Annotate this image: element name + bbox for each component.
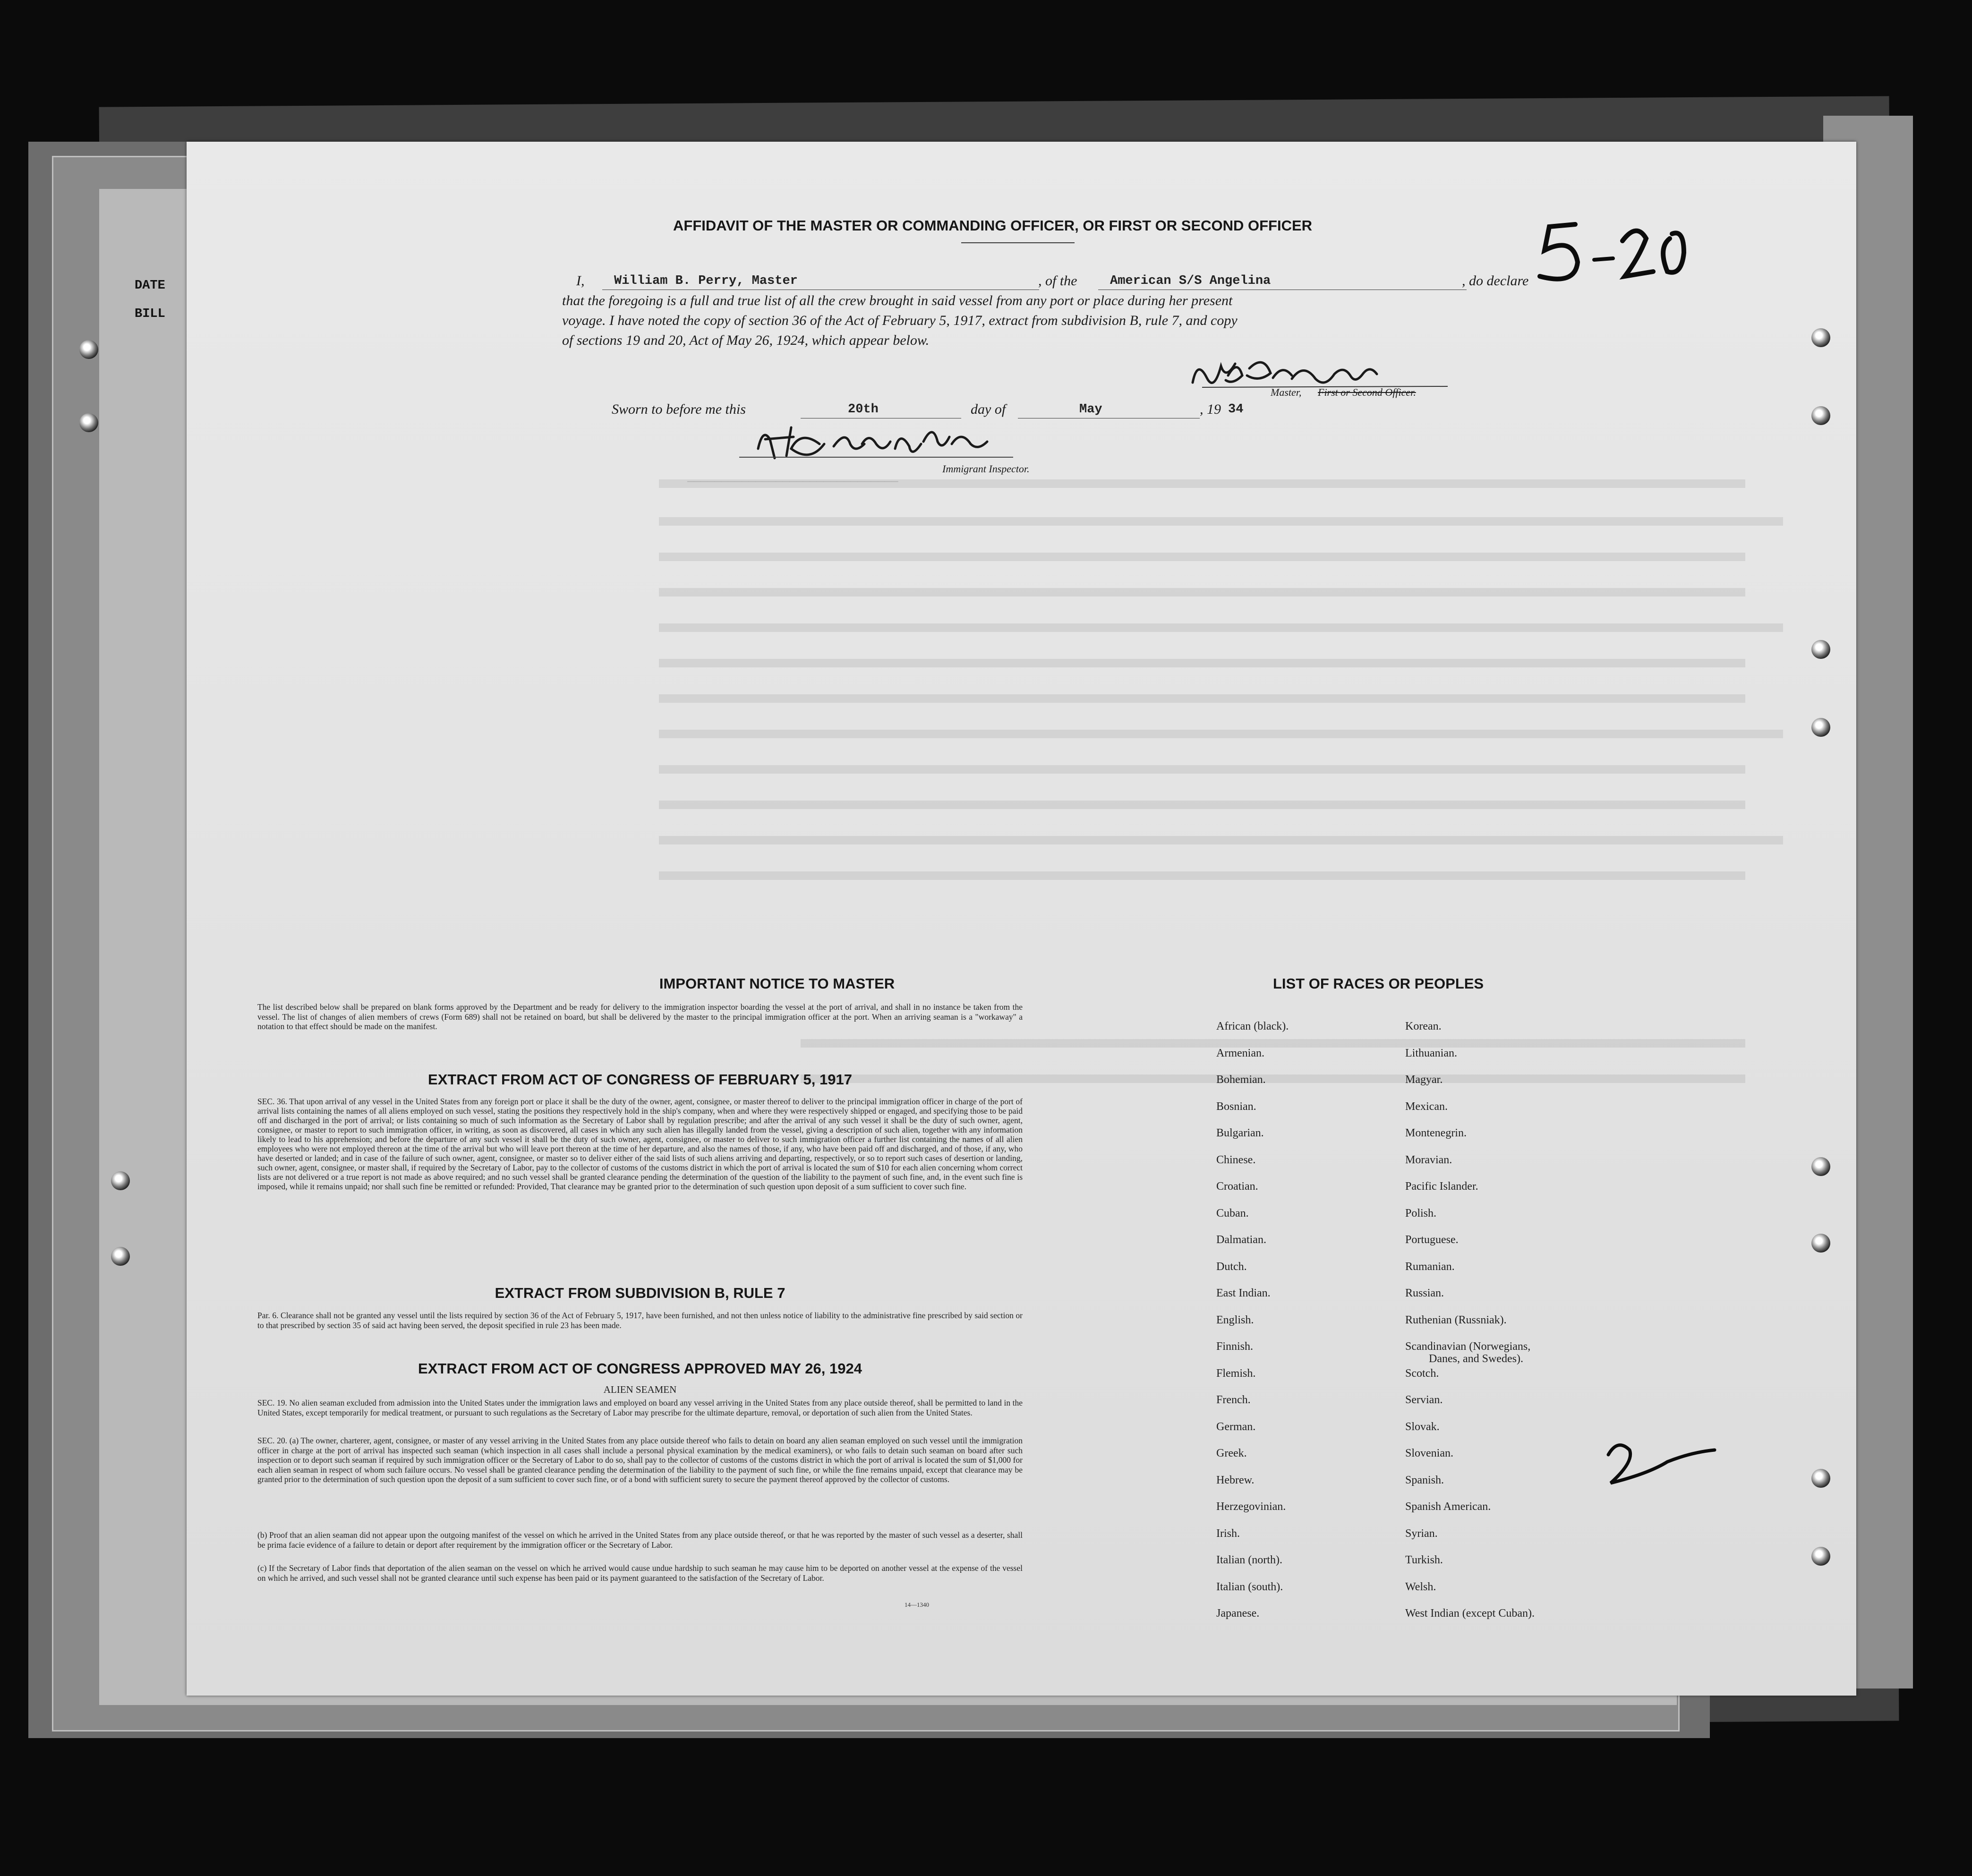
sworn-day: 20th: [848, 402, 879, 417]
alien-seamen-subtitle: ALIEN SEAMEN: [603, 1384, 677, 1395]
master-caption: Master,: [1271, 386, 1302, 398]
race-item-right: Servian.: [1405, 1394, 1443, 1406]
sworn-month: May: [1079, 402, 1102, 417]
race-item-left: Italian (north).: [1216, 1554, 1282, 1566]
handwritten-number-bottom: [1599, 1436, 1731, 1492]
race-item-left: Herzegovinian.: [1216, 1501, 1286, 1513]
race-item-left: Italian (south).: [1216, 1580, 1283, 1593]
punch-hole: [1811, 718, 1830, 737]
races-title: LIST OF RACES OR PEOPLES: [1273, 975, 1484, 992]
sec20b-text: (b) Proof that an alien seaman did not appear upon the outgoing manifest of the vessel on which he arrived in the United States from any place outside thereof, or that he was reported by the master of such vessel as a deserter, shall be prima facie evidence of a failure to detain or deport after requirement by the immigration officer or the Secretary of Labor.: [257, 1530, 1023, 1550]
race-item-right: Spanish.: [1405, 1474, 1444, 1486]
side-label-bill: BILL: [135, 307, 165, 321]
race-item-left: German.: [1216, 1420, 1256, 1433]
race-item-right: Polish.: [1405, 1207, 1437, 1219]
affidavit-title: AFFIDAVIT OF THE MASTER OR COMMANDING OFFICER, OR FIRST OR SECOND OFFICER: [673, 217, 1313, 234]
bleed-line: [659, 694, 1745, 703]
document-sheet: [187, 142, 1856, 1696]
bleed-line: [659, 871, 1745, 880]
sec19-text: SEC. 19. No alien seaman excluded from admission into the United States under the immigration laws and employed on board any vessel arriving in the United States from any place outside thereof, shall be permitted to land in the United States, except temporarily for medical treatment, or pursuant to such regulations as the Secretary of Labor may prescribe for the ultimate departure, removal, or deportation of such alien from the United States.: [257, 1398, 1023, 1417]
race-item-right: Slovak.: [1405, 1420, 1440, 1433]
race-item-left: Cuban.: [1216, 1207, 1249, 1219]
punch-hole: [111, 1171, 130, 1190]
bleed-line: [659, 730, 1783, 738]
handwritten-number-top: [1528, 215, 1717, 290]
race-item-left: French.: [1216, 1394, 1251, 1406]
race-item-right: Russian.: [1405, 1287, 1444, 1299]
race-item-right: Slovenian.: [1405, 1447, 1453, 1459]
bleed-line: [801, 1039, 1745, 1048]
sworn-prefix: Sworn to before me this: [612, 401, 746, 417]
race-item-right: Mexican.: [1405, 1100, 1448, 1113]
bleed-line: [659, 588, 1745, 597]
race-item-left: Armenian.: [1216, 1047, 1264, 1059]
race-item-left: Croatian.: [1216, 1180, 1258, 1193]
race-item-left: African (black).: [1216, 1020, 1289, 1032]
sec20a-text: SEC. 20. (a) The owner, charterer, agent, consignee, or master of any vessel arriving in the United States from any place outside thereof who fails to detain on board any alien seaman employed on such vessel until the immigration officer in charge at the port of arrival has inspected such seaman (which inspection in all cases shall include a personal physical examination by the medical examiners), or who fails to detain such seaman on board after such inspection or to deport such seaman if required by such immigration officer or the Secretary of Labor to do so, shall pay to the collector of customs of the customs district in which the port of arrival is located the sum of $1,000 for each alien seaman in respect of whom such failure occurs. No vessel shall be granted clearance pending the determination of the liability to the payment of such fine, or while the fine remains unpaid, except that clearance may be granted prior to the determination of such question upon the deposit of a sum sufficient to cover such fine, or of a bond with sufficient surety to secure the payment thereof approved by the collector of customs.: [257, 1436, 1023, 1484]
sworn-year: 34: [1228, 402, 1244, 417]
race-item-left: Finnish.: [1216, 1340, 1254, 1353]
race-item-right: Welsh.: [1405, 1580, 1436, 1593]
bleed-line: [659, 553, 1745, 561]
punch-hole: [1811, 640, 1830, 659]
notice-text: The list described below shall be prepared on blank forms approved by the Department and be ready for delivery to the immigration inspector boarding the vessel at the port of arrival, and shall in no instance be taken from the vessel. The list of changes of alien members of crews (Form 689) shall not be retained on board, but shall be delivered by the master to the principal immigration officer at the port. When an arriving seaman is a "workaway" a notation to that effect should be made on the manifest.: [257, 1002, 1023, 1031]
bleed-line: [659, 836, 1783, 844]
inspector-caption: Immigrant Inspector.: [942, 463, 1030, 475]
bleed-line: [659, 623, 1783, 632]
race-item-right: Montenegrin.: [1405, 1127, 1467, 1139]
race-item-right: West Indian (except Cuban).: [1405, 1607, 1535, 1620]
race-item-right: Turkish.: [1405, 1554, 1443, 1566]
race-item-left: Hebrew.: [1216, 1474, 1255, 1486]
race-item-left: Irish.: [1216, 1527, 1240, 1540]
sworn-year-prefix: , 19: [1200, 401, 1221, 417]
race-item-left: Flemish.: [1216, 1367, 1256, 1380]
bleed-through: ───────────────────────────────: [687, 476, 898, 489]
affidavit-line-4: of sections 19 and 20, Act of May 26, 1924, which appear below.: [562, 333, 930, 348]
race-item-left: Greek.: [1216, 1447, 1247, 1459]
side-label-date: DATE: [135, 279, 165, 293]
race-item-right: Portuguese.: [1405, 1234, 1459, 1246]
bleed-line: [659, 801, 1745, 809]
rule7-title: EXTRACT FROM SUBDIVISION B, RULE 7: [495, 1285, 785, 1301]
punch-hole: [79, 413, 98, 432]
affidavit-declare: , do declare: [1462, 273, 1529, 289]
punch-hole: [111, 1247, 130, 1266]
extract-1917-text: SEC. 36. That upon arrival of any vessel in the United States from any foreign port or place it shall be the duty of the owner, agent, consignee, or master thereof to deliver to the principal immigration officer in charge of the port of arrival lists containing the names of all aliens employed on such vessel, stating the positions they respectively hold in the ship's company, when and where they were respectively shipped or engaged, and specifying those to be paid off and discharged in the port of arrival; or lists containing so much of such information as the Secretary of Labor shall by regulation prescribe; and after the arrival of any such vessel it shall be the duty of such owner, agent, consignee, or master to report to such immigration officer, in writing, as soon as discovered, all cases in which any such alien has illegally landed from the vessel, giving a description of such alien, together with any information likely to lead to his apprehension; and before the departure of any such vessel it shall be the duty of such owner, agent, consignee, or master to deliver to such immigration officer a further list containing the names of all alien employees who were not employed thereon at the time of the arrival but who will leave port thereon at the time of her departure, and also the names of those, if any, who have been paid off and discharged, and of those, if any, who have deserted or landed; and in case of the failure of such owner, agent, consignee, or master so to deliver either of the said lists of such aliens arriving and departing, respectively, or so to report such cases of desertion or landing, such owner, agent, consignee, or master shall, if required by the Secretary of Labor, pay to the collector of customs of the customs district in which the port of arrival is located the sum of $10 for each alien concerning whom correct lists are not delivered or a true report is not made as above required; and no such vessel shall be granted clearance pending the determination of the question of the liability to the payment of such fine, and, in the event such fine is imposed, while it remains unpaid; nor shall such fine be remitted or refunded: Provided, That clearance may be granted prior to the determination of such question upon deposit of a sum sufficient to cover such fine.: [257, 1097, 1023, 1191]
title-rule: [961, 242, 1075, 243]
sworn-day-of: day of: [971, 401, 1006, 417]
race-item-right: Moravian.: [1405, 1153, 1452, 1166]
affidavit-i: I,: [576, 273, 585, 289]
vessel-name: American S/S Angelina: [1110, 274, 1271, 288]
punch-hole: [1811, 328, 1830, 347]
punch-hole: [1811, 1157, 1830, 1176]
race-item-right: Ruthenian (Russniak).: [1405, 1313, 1507, 1326]
race-item-left: Dutch.: [1216, 1260, 1247, 1273]
punch-hole: [1811, 406, 1830, 425]
bleed-line: [659, 479, 1745, 488]
punch-hole: [1811, 1234, 1830, 1253]
race-item-right: Pacific Islander.: [1405, 1180, 1478, 1193]
sec20c-text: (c) If the Secretary of Labor finds that deportation of the alien seaman on the vessel on which he arrived would cause undue hardship to such seaman he may cause him to be deported on another vessel at the expense of the vessel on which he arrived, and such vessel shall not be granted clearance until such expense has been paid or its payment guaranteed to the satisfaction of the Secretary of Labor.: [257, 1563, 1023, 1583]
race-item-right: Magyar.: [1405, 1074, 1443, 1086]
affidavit-line-2: that the foregoing is a full and true list of all the crew brought in said vessel from any port or place during her present: [562, 293, 1233, 308]
race-item-left: Chinese.: [1216, 1153, 1256, 1166]
bleed-line: [659, 659, 1745, 667]
extract-1924-title: EXTRACT FROM ACT OF CONGRESS APPROVED MAY 26, 1924: [418, 1360, 862, 1377]
race-item-right: Scotch.: [1405, 1367, 1439, 1380]
race-item-left: Bohemian.: [1216, 1074, 1266, 1086]
race-item-left: Japanese.: [1216, 1607, 1260, 1620]
inspector-signature: [739, 420, 1023, 468]
struck-officer-caption: First or Second Officer.: [1318, 386, 1416, 398]
race-item-right: Scandinavian (Norwegians,: [1405, 1340, 1531, 1353]
rule7-text: Par. 6. Clearance shall not be granted any vessel until the lists required by section 36 of the Act of February 5, 1917, have been furnished, and not then unless notice of liability to the administrative fine prescribed by said section or to that prescribed by section 35 of said act having been served, the deposit specified in rule 23 has been made.: [257, 1311, 1023, 1330]
race-item-left: Dalmatian.: [1216, 1234, 1266, 1246]
race-item-left: Bulgarian.: [1216, 1127, 1264, 1139]
punch-hole: [1811, 1547, 1830, 1566]
race-item-right: Lithuanian.: [1405, 1047, 1457, 1059]
bleed-line: [659, 517, 1783, 526]
notice-title: IMPORTANT NOTICE TO MASTER: [659, 975, 895, 992]
race-item-right: Syrian.: [1405, 1527, 1438, 1540]
race-item-right: Korean.: [1405, 1020, 1442, 1032]
punch-hole: [1811, 1469, 1830, 1488]
race-item-left: Bosnian.: [1216, 1100, 1256, 1113]
affidavit-line-3: voyage. I have noted the copy of section 36 of the Act of February 5, 1917, extract from subdivision B, rule 7, and copy: [562, 313, 1238, 328]
race-item-right: Rumanian.: [1405, 1260, 1455, 1273]
bleed-line: [659, 765, 1745, 774]
race-item-continuation: Danes, and Swedes).: [1429, 1353, 1523, 1365]
race-item-left: English.: [1216, 1313, 1254, 1326]
master-name: William B. Perry, Master: [614, 274, 798, 288]
race-item-right: Spanish American.: [1405, 1501, 1491, 1513]
form-number: 14—1340: [905, 1601, 929, 1608]
affidavit-of-the: , of the: [1038, 273, 1077, 289]
extract-1917-title: EXTRACT FROM ACT OF CONGRESS OF FEBRUARY 5, 1917: [428, 1071, 852, 1088]
race-item-left: East Indian.: [1216, 1287, 1271, 1299]
punch-hole: [79, 340, 98, 359]
